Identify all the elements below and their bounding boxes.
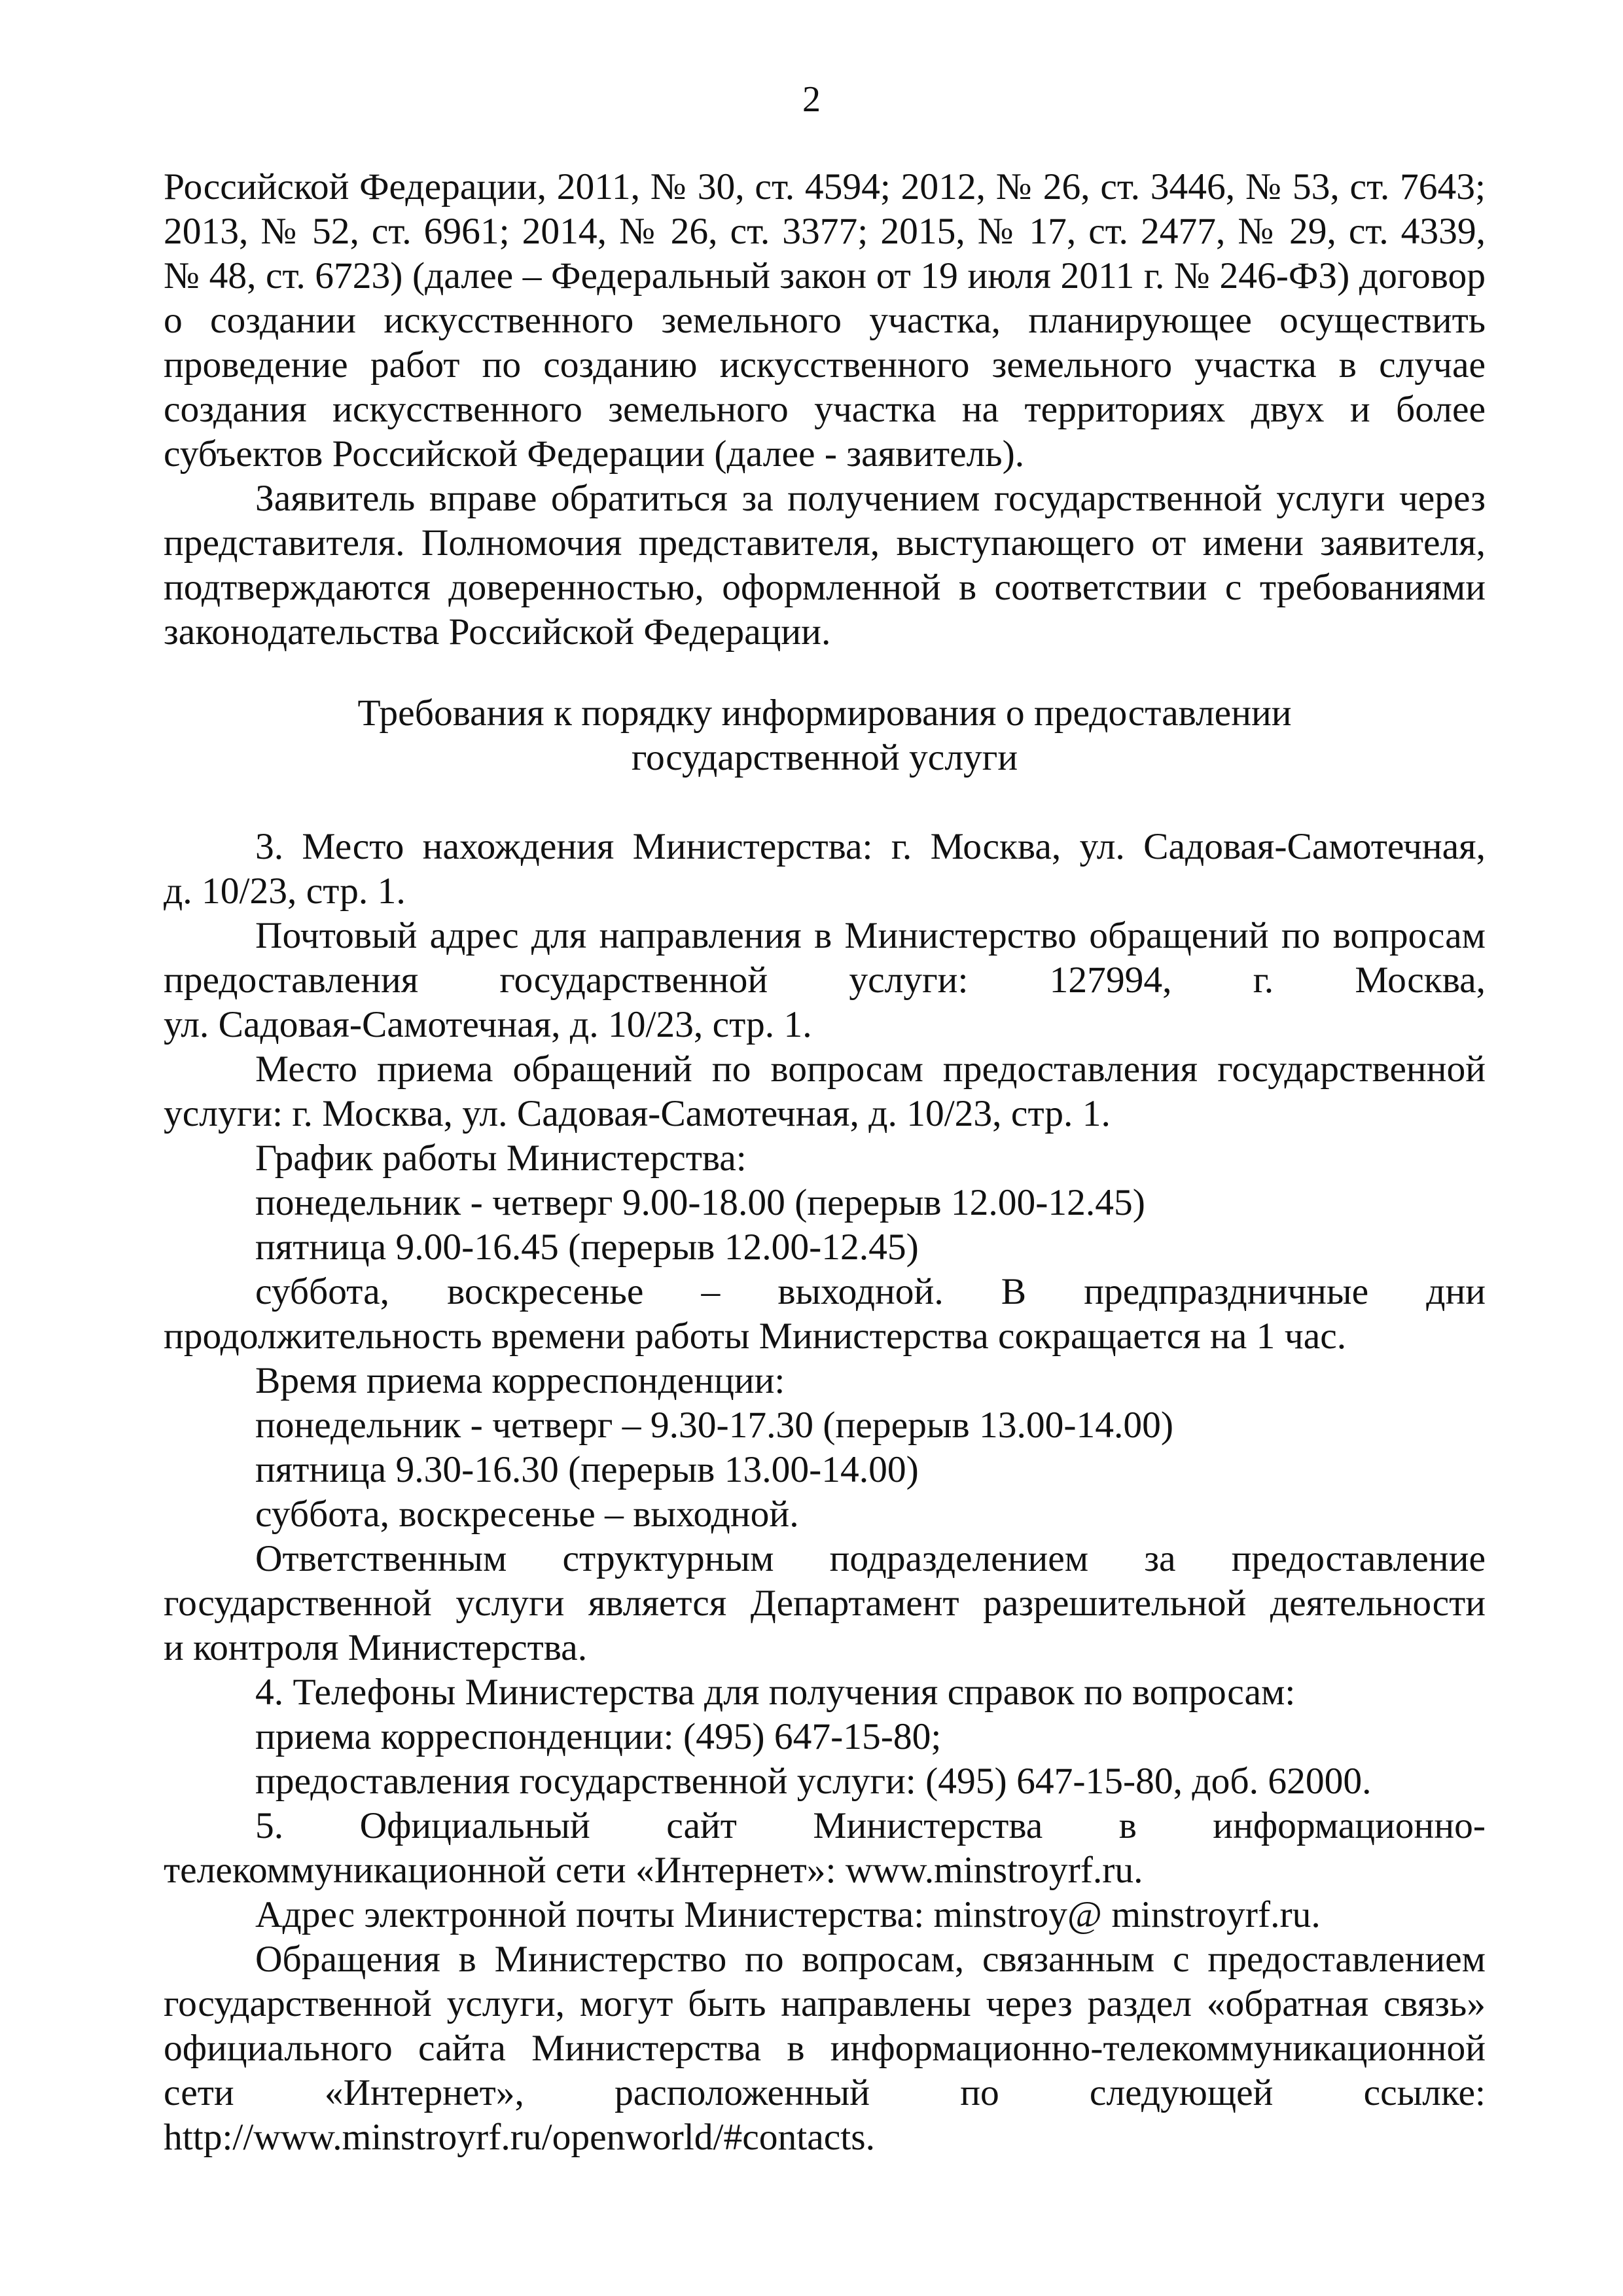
text-line: 4. Телефоны Министерства для получения справок по вопросам: — [255, 1672, 1296, 1713]
text-line: Обращения в Министерство по вопросам, связанным с предоставлением — [255, 1939, 1486, 1980]
text-line: предоставления государственной услуги: 127994, г. Москва, — [164, 960, 1486, 1001]
section-heading-line: Требования к порядку информирования о предоставлении — [357, 692, 1292, 734]
text-line: пятница 9.30-16.30 (перерыв 13.00-14.00) — [255, 1449, 919, 1490]
schedule-mon-thu — [164, 1181, 1486, 1225]
text-line: ул. Садовая-Самотечная, д. 10/23, стр. 1. — [164, 1004, 812, 1045]
text-line: и контроля Министерства. — [164, 1627, 588, 1668]
text-line: Заявитель вправе обратиться за получением государственной услуги через — [255, 478, 1486, 519]
correspondence-mon-thu — [164, 1403, 1486, 1448]
text-line: сети «Интернет», расположенный по следующей ссылке: — [164, 2072, 1486, 2113]
email-paragraph — [164, 1893, 1486, 1937]
contacts-link[interactable]: http://www.minstroyrf.ru/openworld/#contacts. — [164, 2117, 875, 2158]
text-line: 3. Место нахождения Министерства: г. Москва, ул. Садовая-Самотечная, — [255, 826, 1486, 867]
intro-paragraph — [164, 165, 1486, 476]
text-line: д. 10/23, стр. 1. — [164, 870, 406, 912]
item-4-phones-title — [164, 1670, 1486, 1715]
correspondence-fri — [164, 1448, 1486, 1492]
text-line: Почтовый адрес для направления в Министерство обращений по вопросам — [255, 915, 1486, 956]
text-line: проведение работ по созданию искусственного земельного участка в случае — [164, 344, 1486, 386]
section-heading — [164, 691, 1486, 780]
text-line: суббота, воскресенье – выходной. — [255, 1494, 799, 1535]
text-line: подтверждаются доверенностью, оформленной в соответствии с требованиями — [164, 567, 1486, 608]
department-paragraph — [164, 1537, 1486, 1670]
text-line: Ответственным структурным подразделением за предоставление — [255, 1538, 1486, 1579]
text-line: государственной услуги, могут быть направлены через раздел «обратная связь» — [164, 1983, 1486, 2024]
text-line: Российской Федерации, 2011, № 30, ст. 4594; 2012, № 26, ст. 3446, № 53, ст. 7643; — [164, 166, 1486, 207]
page-number: 2 — [802, 79, 821, 120]
text-line: субъектов Российской Федерации (далее - заявитель). — [164, 433, 1025, 475]
text-line: о создании искусственного земельного участка, планирующее осуществить — [164, 300, 1486, 341]
item-5-website — [164, 1804, 1486, 1893]
text-line: приема корреспонденции: (495) 647-15-80; — [255, 1716, 942, 1757]
postal-address-paragraph — [164, 914, 1486, 1047]
text-line: 5. Официальный сайт Министерства в информационно- — [255, 1805, 1486, 1846]
reception-place-paragraph — [164, 1047, 1486, 1136]
schedule-weekend — [164, 1270, 1486, 1359]
text-line: создания искусственного земельного участка на территориях двух и более — [164, 389, 1486, 430]
text-line: Время приема корреспонденции: — [255, 1360, 785, 1401]
text-line: пятница 9.00-16.45 (перерыв 12.00-12.45) — [255, 1227, 919, 1268]
text-line: Адрес электронной почты Министерства: minstroy@ minstroyrf.ru. — [255, 1894, 1321, 1935]
text-line: суббота, воскресенье – выходной. В предпраздничные дни — [255, 1271, 1486, 1312]
text-line: 2013, № 52, ст. 6961; 2014, № 26, ст. 3377; 2015, № 17, ст. 2477, № 29, ст. 4339, — [164, 211, 1486, 252]
text-line: понедельник - четверг 9.00-18.00 (перерыв 12.00-12.45) — [255, 1182, 1145, 1223]
text-line: услуги: г. Москва, ул. Садовая-Самотечная, д. 10/23, стр. 1. — [164, 1093, 1111, 1134]
phone-service — [164, 1759, 1486, 1804]
text-line: продолжительность времени работы Министерства сокращается на 1 час. — [164, 1316, 1347, 1357]
schedule-title — [164, 1136, 1486, 1181]
text-line: телекоммуникационной сети «Интернет»: www.minstroyrf.ru. — [164, 1850, 1143, 1891]
text-line: официального сайта Министерства в информационно-телекоммуникационной — [164, 2028, 1486, 2069]
schedule-fri — [164, 1225, 1486, 1270]
text-line: предоставления государственной услуги: (495) 647-15-80, доб. 62000. — [255, 1761, 1372, 1802]
feedback-paragraph — [164, 1937, 1486, 2160]
text-line: законодательства Российской Федерации. — [164, 611, 831, 653]
item-3-location — [164, 825, 1486, 914]
representative-paragraph — [164, 476, 1486, 655]
text-line: График работы Министерства: — [255, 1138, 747, 1179]
text-line: понедельник - четверг – 9.30-17.30 (перерыв 13.00-14.00) — [255, 1405, 1174, 1446]
text-line: государственной услуги является Департамент разрешительной деятельности — [164, 1583, 1486, 1624]
document-body — [164, 165, 1486, 2160]
section-heading-line: государственной услуги — [631, 737, 1018, 778]
correspondence-weekend — [164, 1492, 1486, 1537]
text-line: представителя. Полномочия представителя, выступающего от имени заявителя, — [164, 522, 1486, 564]
correspondence-title — [164, 1359, 1486, 1403]
phone-correspondence — [164, 1715, 1486, 1759]
text-line: № 48, ст. 6723) (далее – Федеральный закон от 19 июля 2011 г. № 246-ФЗ) договор — [164, 255, 1486, 296]
text-line: Место приема обращений по вопросам предоставления государственной — [255, 1049, 1486, 1090]
